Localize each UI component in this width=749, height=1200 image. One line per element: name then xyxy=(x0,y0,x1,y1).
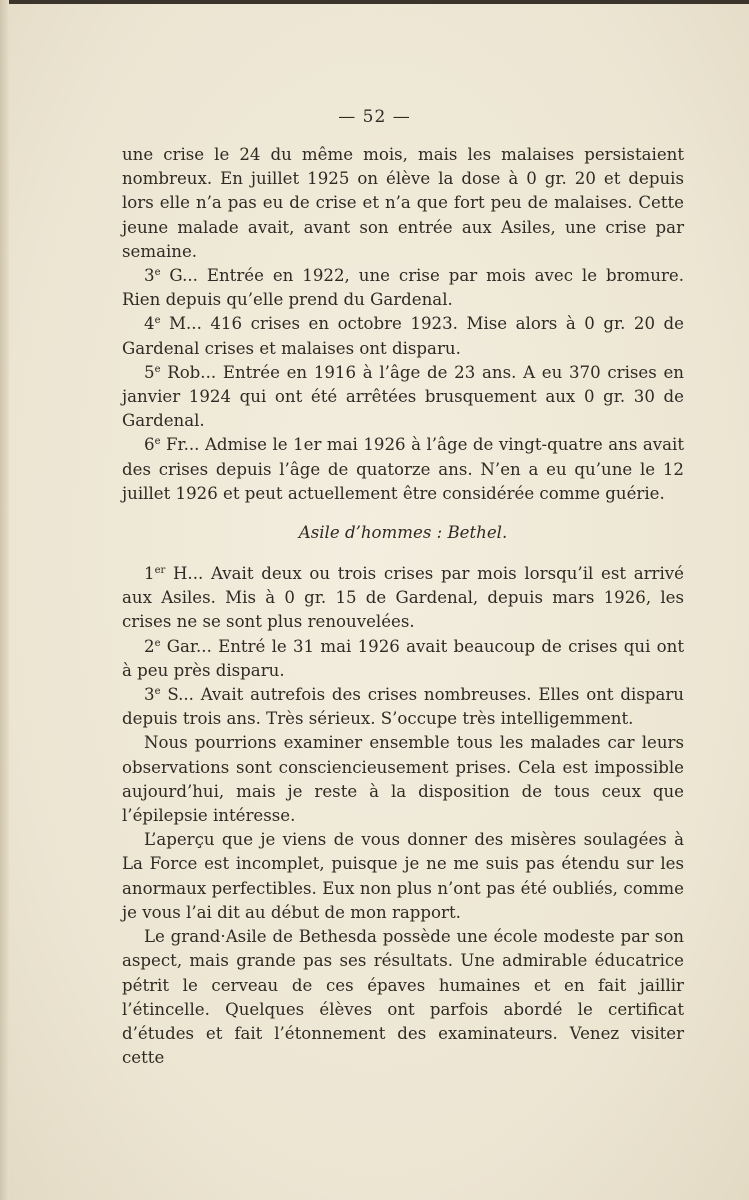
paragraph-text: Fr... Admise le 1er mai 1926 à l’âge de vingt-quatre ans avait des crises depuis l’âge de quatorze ans. N’en a eu qu’une le 12 juillet 1926 et peut actuellement être considérée comme guérie. xyxy=(122,435,684,503)
ordinal-suffix: e xyxy=(154,637,161,649)
paragraph xyxy=(122,143,684,264)
paragraph-text: H... Avait deux ou trois crises par mois lorsqu’il est arrivé aux Asiles. Mis à 0 gr. 15 de Gardenal, depuis mars 1926, les crises ne se sont plus renouvelées. xyxy=(122,564,684,632)
body-text xyxy=(122,143,684,1070)
paragraph-text: Nous pourrions examiner ensemble tous les malades car leurs observations sont consciencieusement prises. Cela est impossible aujourd’hui, mais je reste à la disposition de tous ceux que l’épilepsie intéresse. xyxy=(122,733,684,826)
ordinal-suffix: e xyxy=(154,315,161,327)
paragraph xyxy=(122,562,684,635)
case-number: 2 xyxy=(144,636,155,656)
case-list-men xyxy=(122,562,684,1070)
paragraph-text: M... 416 crises en octobre 1923. Mise alors à 0 gr. 20 de Gardenal crises et malaises ont disparu. xyxy=(122,314,684,358)
paragraph-text: une crise le 24 du même mois, mais les malaises persistaient nombreux. En juillet 1925 on élève la dose à 0 gr. 20 et depuis lors elle n’a pas eu de crise et n’a que fort peu de malaises. Cette jeune malade avait, avant son entrée aux Asiles, une crise par semaine. xyxy=(122,145,684,261)
paragraph-text: S... Avait autrefois des crises nombreuses. Elles ont disparu depuis trois ans. Très sérieux. S’occupe très intelligemment. xyxy=(122,685,684,729)
case-number: 5 xyxy=(144,362,155,382)
section-title: Asile d’hommes : Bethel. xyxy=(298,523,508,543)
ordinal-suffix: e xyxy=(154,686,161,698)
paragraph xyxy=(122,683,684,731)
case-number: 6 xyxy=(144,435,155,455)
ordinal-suffix: e xyxy=(154,267,161,279)
case-number: 3 xyxy=(144,266,155,286)
page-top-edge xyxy=(0,0,749,4)
case-number: 1 xyxy=(144,564,155,584)
paragraph xyxy=(122,433,684,506)
paragraph-text: L’aperçu que je viens de vous donner des misères soulagées à La Force est incomplet, puisque je ne me suis pas étendu sur les anormaux perfectibles. Eux non plus n’ont pas été oubliés, comme je vous l’ai dit au début de mon rapport. xyxy=(122,830,684,922)
case-number: 4 xyxy=(144,314,155,334)
ordinal-suffix: er xyxy=(154,565,166,577)
paragraph xyxy=(122,635,684,683)
paragraph-text: Gar... Entré le 31 mai 1926 avait beaucoup de crises qui ont à peu près disparu. xyxy=(122,636,684,680)
page-binding-edge xyxy=(0,0,9,1200)
paragraph-text: G... Entrée en 1922, une crise par mois avec le bromure. Rien depuis qu’elle prend du Gardenal. xyxy=(122,266,684,310)
paragraph-text: Rob... Entrée en 1916 à l’âge de 23 ans. A eu 370 crises en janvier 1924 qui ont été arrêtées brusquement aux 0 gr. 30 de Gardenal. xyxy=(122,362,684,431)
paragraph xyxy=(122,731,684,828)
paragraph xyxy=(122,828,684,925)
ordinal-suffix: e xyxy=(154,363,161,375)
case-number: 3 xyxy=(144,685,155,705)
paragraph xyxy=(122,361,684,434)
paragraph-text: Le grand·Asile de Bethesda possède une école modeste par son aspect, mais grande pas ses résultats. Une admirable éducatrice pétrit le cerveau de ces épaves humaines et en fait jaillir l’étincelle. Quelques élèves ont parfois abordé le certificat d’études et fait l’étonnement des examinateurs. Venez visiter cette xyxy=(122,927,684,1068)
ordinal-suffix: e xyxy=(154,436,161,448)
paragraph xyxy=(122,312,684,360)
paragraph xyxy=(122,264,684,312)
case-list-women xyxy=(122,143,684,506)
paragraph xyxy=(122,925,684,1070)
page-number: — 52 — xyxy=(338,107,411,127)
